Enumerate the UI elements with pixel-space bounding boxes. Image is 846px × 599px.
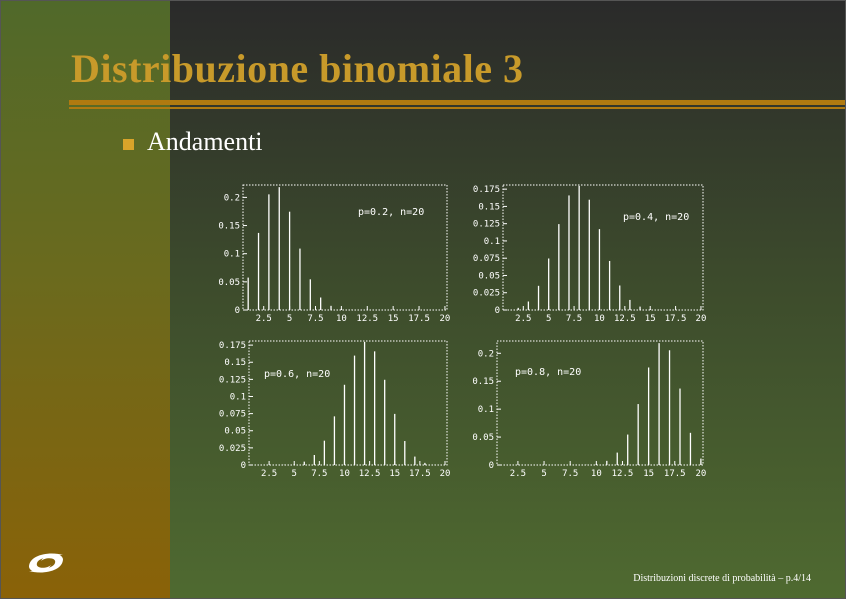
y-tick-label: 0 xyxy=(494,306,500,316)
y-tick-label: 0.1 xyxy=(483,236,500,247)
y-tick-label: 0.15 xyxy=(218,221,240,232)
y-tick-label: 0.075 xyxy=(472,254,500,265)
x-tick-label: 2.5 xyxy=(255,314,272,324)
y-tick-label: 0.15 xyxy=(224,358,246,369)
y-tick-label: 0.1 xyxy=(477,405,494,416)
y-tick-label: 0.125 xyxy=(472,219,500,230)
slide-title: Distribuzione binomiale 3 xyxy=(71,46,524,91)
y-tick-label: 0.1 xyxy=(223,249,240,260)
y-tick-label: 0.075 xyxy=(218,409,246,420)
x-tick-label: 12.5 xyxy=(611,469,634,479)
x-tick-label: 7.5 xyxy=(311,469,328,479)
x-tick-label: 10 xyxy=(594,314,605,324)
y-tick-label: 0 xyxy=(234,306,240,316)
binomial-chart-2 xyxy=(473,185,706,324)
y-tick-label: 0.15 xyxy=(478,202,500,213)
chart-annotation: p=0.2, n=20 xyxy=(358,207,425,218)
chart-annotation: p=0.6, n=20 xyxy=(264,369,331,380)
x-tick-label: 12.5 xyxy=(356,314,379,324)
x-tick-label: 5 xyxy=(541,469,547,479)
binomial-chart-1 xyxy=(218,185,450,324)
x-tick-label: 15 xyxy=(389,469,401,479)
y-tick-label: 0.2 xyxy=(477,349,494,360)
x-tick-label: 2.5 xyxy=(515,314,532,324)
x-tick-label: 17.5 xyxy=(663,469,686,479)
x-tick-label: 10 xyxy=(335,314,347,324)
x-tick-label: 5 xyxy=(291,469,297,479)
plot-frame xyxy=(243,185,447,310)
x-tick-label: 15 xyxy=(387,314,399,324)
y-tick-label: 0 xyxy=(240,461,246,471)
plot-frame xyxy=(503,185,703,310)
x-tick-label: 7.5 xyxy=(562,469,579,479)
x-tick-label: 2.5 xyxy=(509,469,527,479)
plot-frame xyxy=(497,341,703,465)
footer-page-info: Distribuzioni discrete di probabilità – p.4/14 xyxy=(633,573,811,584)
x-tick-label: 20 xyxy=(439,314,451,324)
x-tick-label: 10 xyxy=(590,469,602,479)
x-tick-label: 12.5 xyxy=(358,469,381,479)
binomial-chart-4 xyxy=(472,341,706,479)
y-tick-label: 0.05 xyxy=(218,277,240,288)
x-tick-label: 15 xyxy=(644,314,656,324)
y-tick-label: 0.05 xyxy=(224,426,246,437)
chart-annotation: p=0.8, n=20 xyxy=(515,367,582,378)
y-tick-label: 0.175 xyxy=(218,341,246,352)
y-tick-label: 0.05 xyxy=(472,433,494,444)
y-tick-label: 0 xyxy=(488,461,494,471)
x-tick-label: 7.5 xyxy=(565,314,583,324)
x-tick-label: 15 xyxy=(643,469,655,479)
y-tick-label: 0.025 xyxy=(218,443,246,454)
x-tick-label: 17.5 xyxy=(408,314,430,324)
y-tick-label: 0.05 xyxy=(478,271,500,282)
y-tick-label: 0.15 xyxy=(472,377,494,388)
x-tick-label: 12.5 xyxy=(613,314,636,324)
plot-frame xyxy=(249,341,447,465)
binomial-chart-3 xyxy=(219,341,451,479)
x-tick-label: 17.5 xyxy=(664,314,687,324)
x-tick-label: 20 xyxy=(695,314,707,324)
x-tick-label: 17.5 xyxy=(409,469,431,479)
x-tick-label: 10 xyxy=(339,469,350,479)
y-tick-label: 0.125 xyxy=(218,375,246,386)
x-tick-label: 2.5 xyxy=(260,469,278,479)
y-tick-label: 0.175 xyxy=(472,185,500,196)
x-tick-label: 20 xyxy=(439,469,451,479)
chart-annotation: p=0.4, n=20 xyxy=(623,212,690,223)
y-tick-label: 0.2 xyxy=(223,193,240,204)
charts-area xyxy=(1,1,845,598)
x-tick-label: 20 xyxy=(695,469,707,479)
y-tick-label: 0.025 xyxy=(472,288,500,299)
swirl-logo-icon xyxy=(25,547,67,579)
y-tick-label: 0.1 xyxy=(229,392,246,403)
x-tick-label: 7.5 xyxy=(307,314,324,324)
x-tick-label: 5 xyxy=(286,314,293,324)
bullet-text: Andamenti xyxy=(147,127,263,156)
x-tick-label: 5 xyxy=(545,314,552,324)
